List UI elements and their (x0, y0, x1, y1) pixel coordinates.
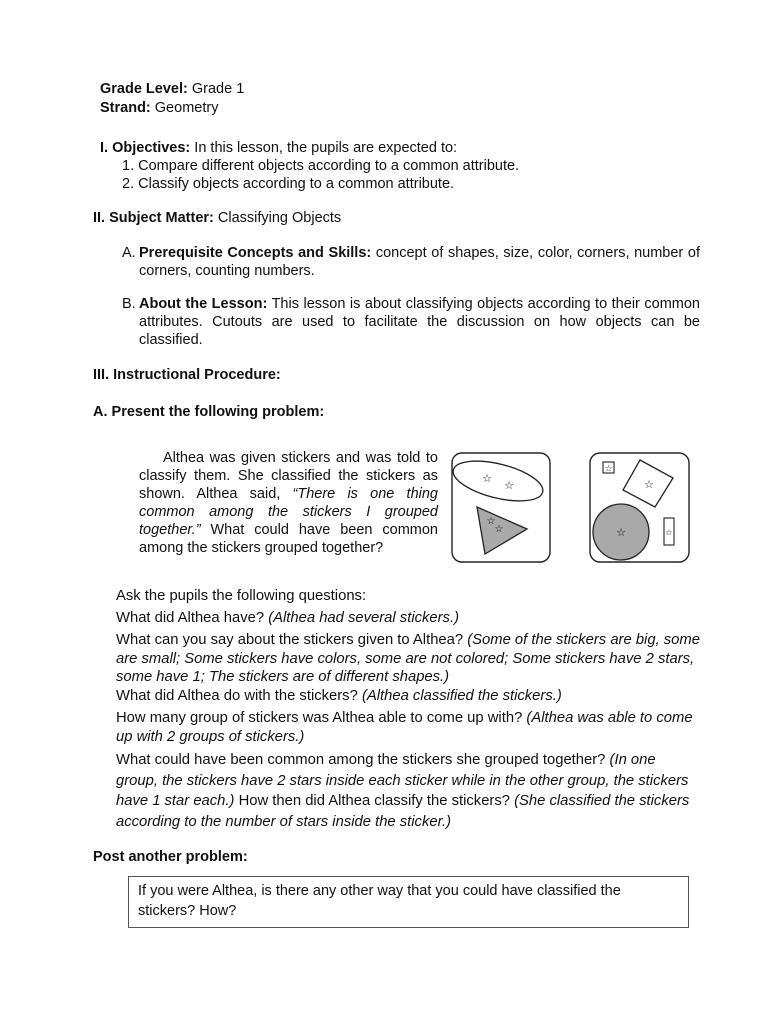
question-text: What did Althea have? (116, 609, 265, 626)
grade-level-line (100, 80, 244, 98)
prereq-paragraph (139, 244, 700, 280)
answer-text: (Althea was able to come up with 2 groups of stickers.) (116, 710, 693, 745)
subject-matter-value: Classifying Objects (217, 210, 342, 226)
star-icon: ☆ (616, 526, 626, 539)
objectives-heading: I. Objectives: (100, 140, 191, 156)
story-part1: Althea was given stickers and was told to classify them. She classified the stickers as shown. Althea said, (139, 450, 438, 502)
story-part2: What could have been common among the stickers grouped together? (139, 522, 438, 556)
post-problem-box (128, 876, 689, 928)
story-quote: “There is one thing common among the stickers I grouped together.” (139, 486, 438, 538)
question-text: What could have been common among the stickers she grouped together? (116, 752, 606, 768)
about-text: This lesson is about classifying objects according to their common attributes. Cutouts are used to facilitate the discussion on how objects can be classified. (139, 296, 700, 348)
star-icon: ☆ (644, 478, 654, 491)
question-item (116, 687, 700, 706)
objectives-heading-line (100, 139, 457, 157)
question-text: What can you say about the stickers given to Althea? (116, 632, 464, 648)
answer-text: (Althea had several stickers.) (268, 609, 459, 626)
question-text: What did Althea do with the stickers? (116, 687, 358, 704)
about-paragraph (139, 295, 700, 349)
subject-matter-line (93, 209, 341, 227)
question-text: How many group of stickers was Althea able to come up with? (116, 710, 523, 726)
star-icon: ☆ (482, 472, 492, 485)
star-icon: ☆ (486, 516, 496, 527)
strand-value: Geometry (154, 100, 219, 116)
strand-line (100, 99, 218, 117)
prereq-letter: A. (122, 245, 136, 261)
present-problem-heading: A. Present the following problem: (93, 404, 325, 420)
question-item (116, 750, 700, 832)
question-item (116, 709, 700, 746)
sticker-group-two-stars-figure (451, 452, 551, 563)
star-icon: ☆ (604, 464, 613, 475)
procedure-heading: III. Instructional Procedure: (93, 367, 281, 383)
question-item (116, 631, 700, 687)
prereq-text: concept of shapes, size, color, corners, number of corners, counting numbers. (139, 245, 700, 279)
objective-item: 1. Compare different objects according to a common attribute. (122, 158, 520, 174)
answer-text: (Althea classified the stickers.) (361, 687, 562, 704)
sticker-group-one-star-figure (589, 452, 690, 563)
question-item (116, 609, 700, 628)
star-icon: ☆ (665, 528, 673, 537)
question-text: How then did Althea classify the stickers? (238, 793, 510, 809)
prereq-label: Prerequisite Concepts and Skills: (139, 245, 372, 261)
post-problem-text: If you were Althea, is there any other way that you could have classified the stickers? How? (138, 883, 621, 919)
star-icon: ☆ (504, 479, 514, 492)
ask-intro: Ask the pupils the following questions: (116, 588, 367, 604)
objective-item: 2. Classify objects according to a common attribute. (122, 176, 455, 192)
answer-text: (In one group, the stickers have 2 stars inside each sticker while in the other group, the stickers have 1 star each.) (116, 752, 689, 809)
grade-level-label: Grade Level: (100, 81, 188, 97)
problem-story (139, 449, 438, 557)
about-letter: B. (122, 296, 136, 312)
objectives-intro: In this lesson, the pupils are expected to: (194, 140, 458, 156)
questions-block (116, 587, 700, 832)
star-icon: ☆ (494, 524, 504, 535)
strand-label: Strand: (100, 100, 151, 116)
answer-text: (She classified the stickers according to the number of stars inside the sticker.) (116, 793, 690, 830)
grade-level-value: Grade 1 (191, 81, 245, 97)
about-label: About the Lesson: (139, 296, 268, 312)
post-problem-heading: Post another problem: (93, 849, 248, 865)
answer-text: (Some of the stickers are big, some are small; Some stickers have colors, some are not colored; Some stickers have 2 stars, some have 1; The stickers are of different shapes.) (116, 632, 700, 685)
subject-matter-heading: II. Subject Matter: (93, 210, 214, 226)
